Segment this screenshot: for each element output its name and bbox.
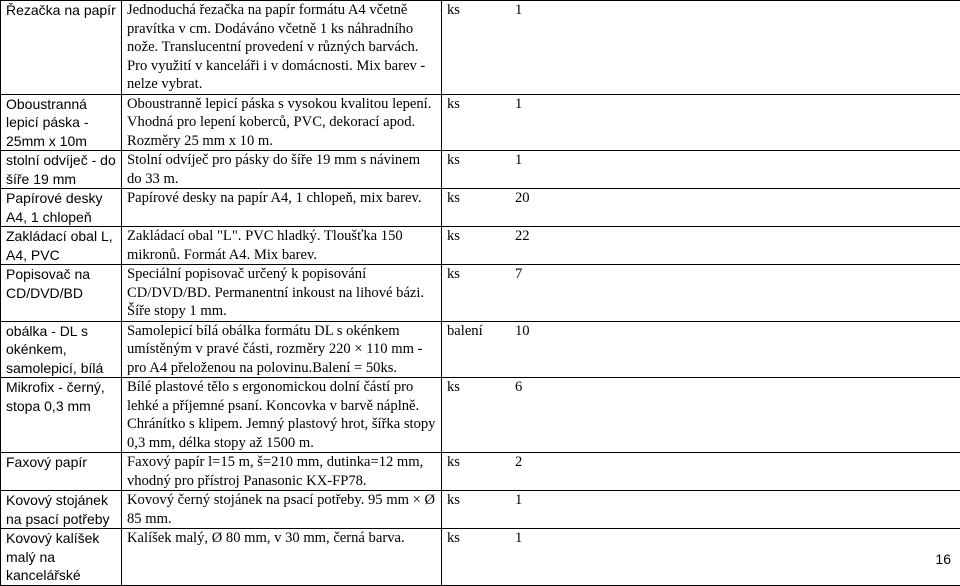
item-description: Jednoduchá řezačka na papír formátu A4 včetně pravítka v cm. Dodáváno včetně 1 ks náhradního nože. Translucentní provedení v různých barvách. Pro využití v kanceláři i v domácnosti. Mix barev - nelze vybrat. <box>122 1 442 95</box>
item-name: Mikrofix - černý, stopa 0,3 mm <box>1 378 122 453</box>
item-quantity: 7 <box>515 265 956 284</box>
item-quantity-cell <box>442 227 960 265</box>
item-unit: balení <box>447 322 515 341</box>
table-row <box>1 1 960 95</box>
item-description: Speciální popisovač určený k popisování CD/DVD/BD. Permanentní inkoust na lihové bázi. Šíře stopy 1 mm. <box>122 265 442 322</box>
item-unit: ks <box>447 529 515 548</box>
item-description: Stolní odvíječ pro pásky do šíře 19 mm s návinem do 33 m. <box>122 151 442 189</box>
item-unit: ks <box>447 151 515 170</box>
table-row <box>1 189 960 227</box>
item-quantity: 20 <box>515 189 956 208</box>
item-unit: ks <box>447 453 515 472</box>
table-row <box>1 453 960 491</box>
item-quantity-cell <box>442 265 960 322</box>
item-quantity-cell <box>442 453 960 491</box>
table-row <box>1 491 960 529</box>
item-quantity: 6 <box>515 378 956 397</box>
item-description: Bílé plastové tělo s ergonomickou dolní částí pro lehké a příjemné psaní. Koncovka v barvě náplně. Chránítko s klipem. Jemný plastový hrot, šířka stopy 0,3 mm, délka stopy až 1500 m. <box>122 378 442 453</box>
item-quantity-cell <box>442 321 960 378</box>
item-unit: ks <box>447 265 515 284</box>
table-row <box>1 151 960 189</box>
item-description: Kovový černý stojánek na psací potřeby. 95 mm × Ø 85 mm. <box>122 491 442 529</box>
item-quantity: 1 <box>515 529 956 548</box>
item-description: Kalíšek malý, Ø 80 mm, v 30 mm, černá barva. <box>122 529 442 586</box>
page-number: 16 <box>935 551 951 567</box>
item-quantity-cell <box>442 491 960 529</box>
table-row <box>1 321 960 378</box>
item-quantity: 1 <box>515 491 956 510</box>
item-description: Papírové desky na papír A4, 1 chlopeň, mix barev. <box>122 189 442 227</box>
item-quantity: 1 <box>515 95 956 114</box>
item-unit: ks <box>447 189 515 208</box>
item-unit: ks <box>447 227 515 246</box>
item-unit: ks <box>447 378 515 397</box>
item-name: Řezačka na papír <box>1 1 122 95</box>
item-unit: ks <box>447 95 515 114</box>
item-quantity-cell <box>442 151 960 189</box>
item-quantity: 1 <box>515 151 956 170</box>
item-name: obálka - DL s okénkem, samolepicí, bílá <box>1 321 122 378</box>
item-description: Zakládací obal "L". PVC hladký. Tloušťka 150 mikronů. Formát A4. Mix barev. <box>122 227 442 265</box>
item-quantity: 2 <box>515 453 956 472</box>
item-name: Oboustranná lepicí páska - 25mm x 10m <box>1 94 122 151</box>
item-name: stolní odvíječ - do šíře 19 mm <box>1 151 122 189</box>
item-unit: ks <box>447 1 515 20</box>
table-row <box>1 94 960 151</box>
item-name: Kovový kalíšek malý na kancelářské <box>1 529 122 586</box>
item-quantity: 1 <box>515 1 956 20</box>
item-quantity-cell <box>442 94 960 151</box>
item-description: Samolepicí bílá obálka formátu DL s okénkem umístěným v pravé části, rozměry 220 × 110 mm - pro A4 přeloženou na polovinu.Balení = 50ks. <box>122 321 442 378</box>
item-name: Zakládací obal L, A4, PVC <box>1 227 122 265</box>
item-description: Oboustranně lepicí páska s vysokou kvalitou lepení. Vhodná pro lepení koberců, PVC, dekorací apod. Rozměry 25 mm x 10 m. <box>122 94 442 151</box>
table-row <box>1 227 960 265</box>
item-quantity-cell <box>442 529 960 586</box>
item-name: Papírové desky A4, 1 chlopeň <box>1 189 122 227</box>
table-row <box>1 378 960 453</box>
item-quantity-cell <box>442 1 960 95</box>
item-name: Popisovač na CD/DVD/BD <box>1 265 122 322</box>
item-name: Kovový stojánek na psací potřeby <box>1 491 122 529</box>
item-unit: ks <box>447 491 515 510</box>
item-name: Faxový papír <box>1 453 122 491</box>
item-quantity-cell <box>442 189 960 227</box>
item-quantity: 10 <box>515 322 956 341</box>
table-row <box>1 529 960 586</box>
item-description: Faxový papír l=15 m, š=210 mm, dutinka=12 mm, vhodný pro přístroj Panasonic KX-FP78. <box>122 453 442 491</box>
item-quantity-cell <box>442 378 960 453</box>
item-quantity: 22 <box>515 227 956 246</box>
table-row <box>1 265 960 322</box>
